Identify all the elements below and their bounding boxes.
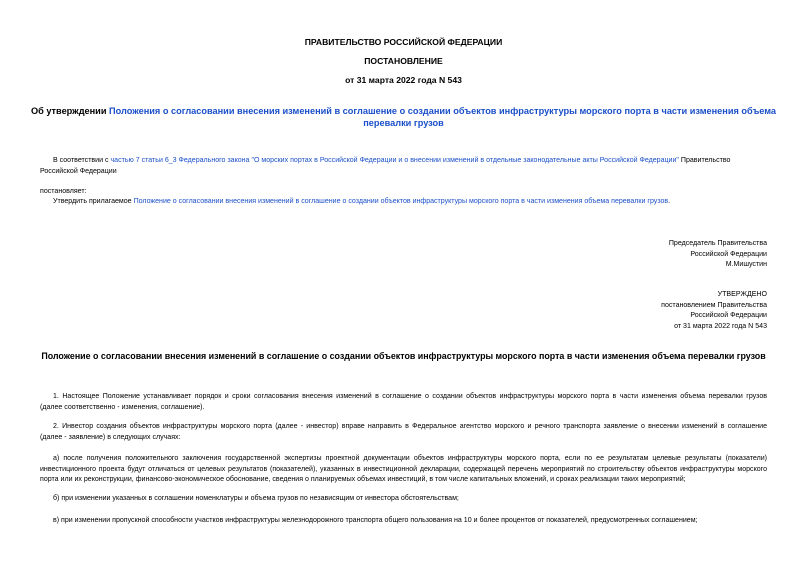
signature-country: Российской Федерации bbox=[690, 250, 767, 258]
paragraph-b: б) при изменении указанных в соглашении номенклатуры и объема грузов по независящим от инвестора обстоятельствам; bbox=[53, 495, 459, 502]
document-type: ПОСТАНОВЛЕНИЕ bbox=[364, 56, 443, 66]
government-heading: ПРАВИТЕЛЬСТВО РОССИЙСКОЙ ФЕДЕРАЦИИ bbox=[304, 37, 503, 47]
signature-name: М.Мишустин bbox=[725, 261, 767, 269]
paragraph-1 bbox=[40, 392, 767, 413]
signature-block bbox=[467, 239, 767, 271]
paragraph-a-line2: инвестиционного проекта будут отличаться от целевых результатов (показателей), указанных в инвестиционной декларации, содержащей перечень мероприятий по строительству объектов инфраструктуры морского bbox=[40, 465, 767, 473]
approve-text-after: . bbox=[668, 198, 671, 205]
title-prefix: Об утверждении bbox=[30, 106, 110, 116]
paragraph-v: в) при изменении пропускной способности участков инфраструктуры железнодорожного транспорта общего пользования на 10 и более процентов от показателей, предусмотренных соглашением; bbox=[53, 517, 698, 524]
approved-date-number: от 31 марта 2022 года N 543 bbox=[674, 322, 767, 330]
signature-position: Председатель Правительства bbox=[668, 240, 767, 247]
paragraph-a-line1: а) после получения положительного заключения государственной экспертизы проектной документации объектов инфраструктуры морского порта, если по ее результатам целевые результаты (показатели) bbox=[53, 455, 767, 462]
approved-block bbox=[467, 290, 767, 332]
approved-stamp: УТВЕРЖДЕНО bbox=[717, 291, 767, 298]
paragraph-2-line2: (далее - заявление) в следующих случаях: bbox=[40, 433, 181, 441]
document-title bbox=[0, 105, 807, 129]
approve-paragraph bbox=[53, 197, 773, 208]
preamble-text-before: В соответствии с bbox=[53, 157, 111, 164]
title-link-continuation[interactable]: перевалки грузов bbox=[363, 118, 444, 128]
title-link[interactable]: Положения о согласовании внесения изменений в соглашение о создании объектов инфраструктуры морского порта в части изменения объема bbox=[109, 106, 777, 116]
approve-text-before: Утвердить прилагаемое bbox=[53, 198, 134, 205]
regulation-title: Положение о согласовании внесения изменений в соглашение о создании объектов инфраструктуры морского порта в части изменения объема перевалки грузов bbox=[41, 351, 766, 361]
paragraph-1-line1: 1. Настоящее Положение устанавливает порядок и сроки согласования внесения изменений в соглашение о создании объектов инфраструктуры морского порта в части изменения объема перевалки грузов bbox=[53, 393, 767, 400]
paragraph-a bbox=[40, 454, 767, 486]
preamble-text-after: Правительство bbox=[678, 157, 731, 164]
paragraph-a-line3: порта или их реконструкции, финансово-экономическое обоснование, сведения о планируемых объемах инвестиций, в том числе капитальных вложений, и сроках реализации таких мероприятий; bbox=[40, 476, 686, 484]
preamble-law-link[interactable]: частью 7 статьи 6_3 Федерального закона "О морских портах в Российской Федерации и о внесении изменений в отдельные законодательные акты Российской Федерации" bbox=[110, 157, 679, 164]
preamble-line2: Российской Федерации bbox=[40, 167, 117, 175]
paragraph-1-line2: (далее соответственно - изменения, соглашение). bbox=[40, 403, 205, 411]
resolves-text: постановляет: bbox=[40, 188, 87, 195]
paragraph-2-line1: 2. Инвестор создания объектов инфраструктуры морского порта (далее - инвестор) вправе направить в Федеральное агентство морского и речного транспорта заявление о внесении изменений в соглашение bbox=[53, 423, 767, 430]
document-date-number: от 31 марта 2022 года N 543 bbox=[345, 75, 462, 85]
approve-regulation-link[interactable]: Положение о согласовании внесения изменений в соглашение о создании объектов инфраструктуры морского порта в части изменения объема перевалки грузов bbox=[133, 198, 669, 205]
preamble bbox=[40, 156, 770, 177]
approved-country: Российской Федерации bbox=[690, 312, 767, 320]
paragraph-2 bbox=[40, 422, 767, 443]
approved-by: постановлением Правительства bbox=[661, 301, 767, 309]
